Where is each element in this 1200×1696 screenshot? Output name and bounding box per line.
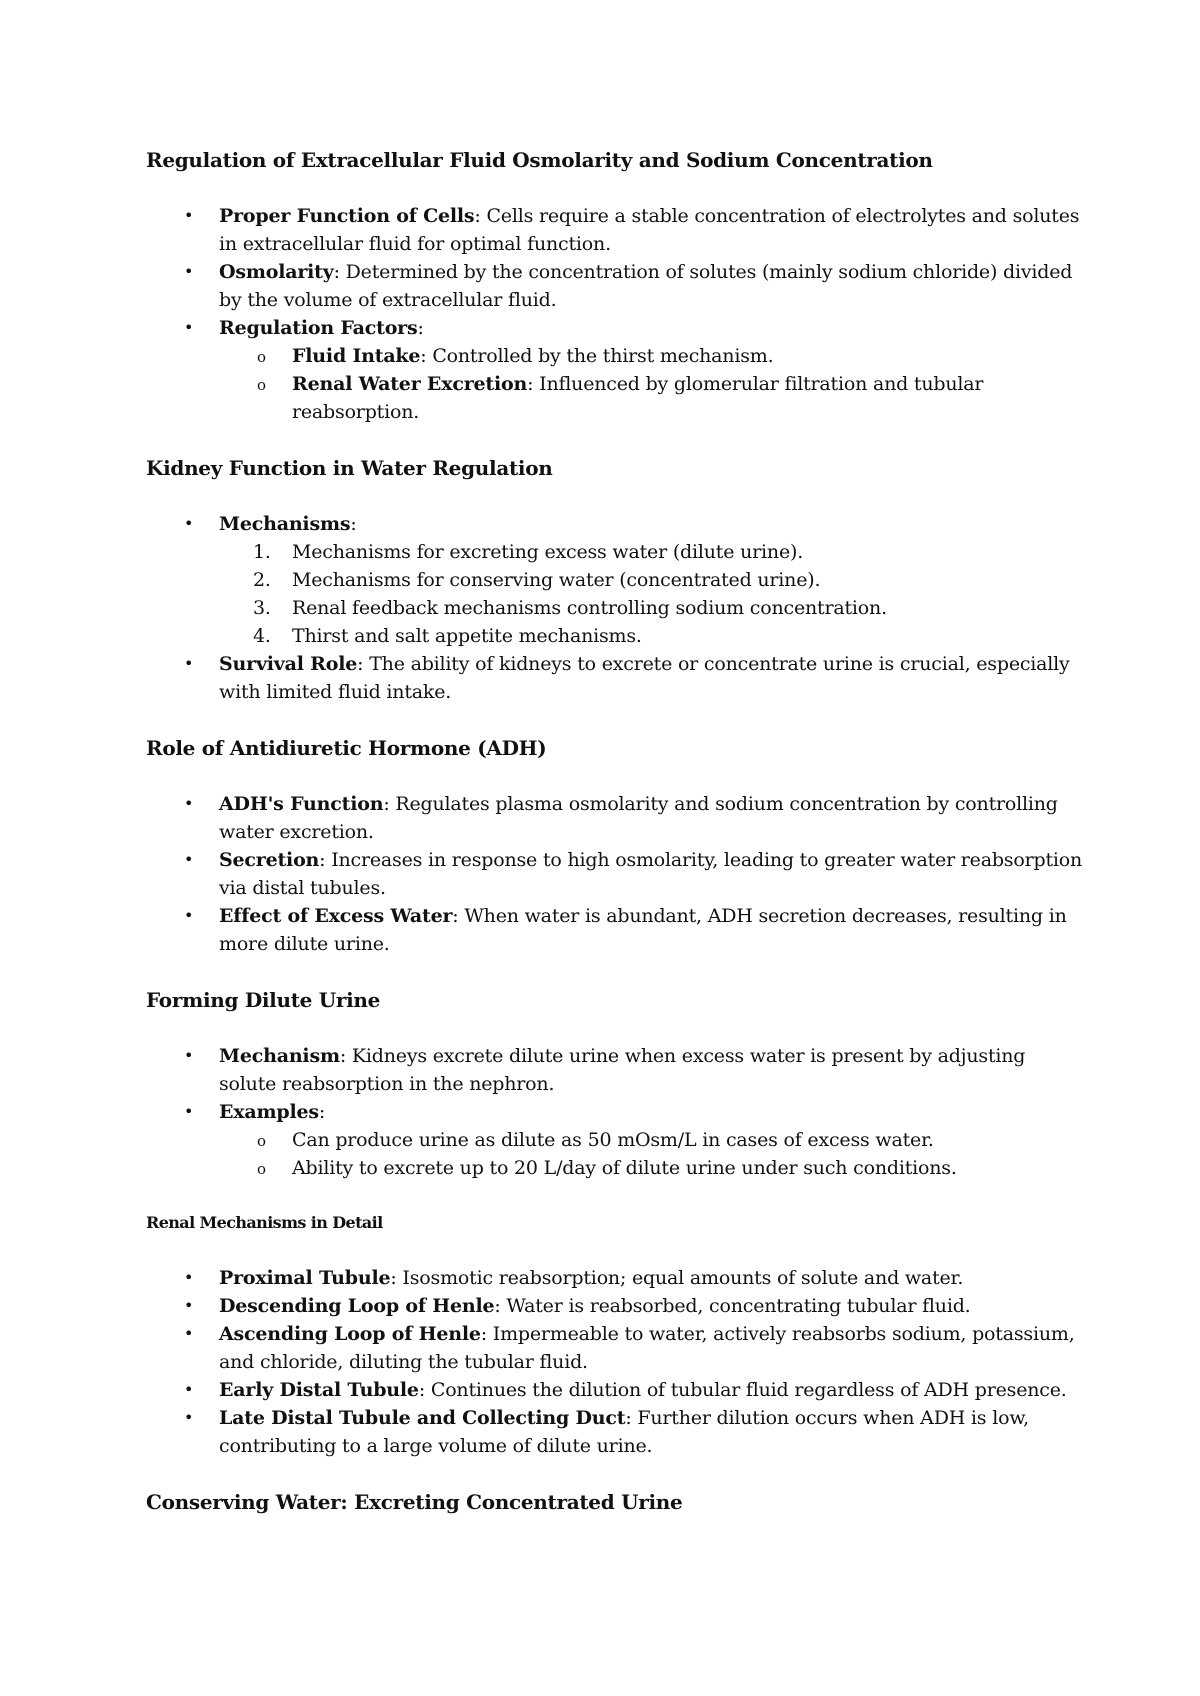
bullet-icon: • (184, 262, 194, 281)
section-subheading: Renal Mechanisms in Detail (146, 1213, 383, 1232)
list-item (146, 202, 1086, 258)
bullet-icon: • (184, 514, 194, 533)
list-item (146, 790, 1086, 846)
document-content (146, 146, 1086, 1516)
list-item (146, 1264, 1086, 1292)
list-item (146, 846, 1086, 902)
list-item (146, 1320, 1086, 1376)
numbered-list-item (219, 594, 1086, 622)
circle-bullet-icon: o (257, 376, 266, 394)
item-text: : When water is abundant, ADH secretion decreases, resulting in more dilute urine. (219, 905, 1067, 955)
sub-item-text: : Controlled by the thirst mechanism. (420, 345, 774, 367)
bullet-list (146, 202, 1086, 426)
item-term: Mechanism (219, 1045, 340, 1067)
numbered-list-item (219, 566, 1086, 594)
list-item (146, 1098, 1086, 1182)
item-text: : Increases in response to high osmolarity, leading to greater water reabsorption via distal tubules. (219, 849, 1083, 899)
bullet-icon: • (184, 1102, 194, 1121)
item-term: Survival Role (219, 653, 358, 675)
sub-list-item (219, 1154, 1086, 1182)
list-number: 1. (253, 541, 271, 563)
bullet-icon: • (184, 906, 194, 925)
sub-bullet-list (219, 1126, 1086, 1182)
item-term: ADH's Function (219, 793, 384, 815)
numbered-item-text: Renal feedback mechanisms controlling sodium concentration. (292, 597, 887, 619)
sub-item-text: : Influenced by glomerular filtration and tubular reabsorption. (292, 373, 984, 423)
circle-bullet-icon: o (257, 1160, 266, 1178)
item-text: : (350, 513, 357, 535)
item-text: : Isosmotic reabsorption; equal amounts of solute and water. (390, 1267, 964, 1289)
bullet-icon: • (184, 654, 194, 673)
bullet-icon: • (184, 850, 194, 869)
item-text: : Determined by the concentration of solutes (mainly sodium chloride) divided by the volume of extracellular fluid. (219, 261, 1073, 311)
sub-bullet-list (219, 342, 1086, 426)
list-number: 3. (253, 597, 271, 619)
item-text: : Kidneys excrete dilute urine when excess water is present by adjusting solute reabsorption in the nephron. (219, 1045, 1026, 1095)
item-text: : Further dilution occurs when ADH is low, contributing to a large volume of dilute urine. (219, 1407, 1029, 1457)
item-term: Proper Function of Cells (219, 205, 475, 227)
list-item (146, 314, 1086, 426)
item-term: Effect of Excess Water (219, 905, 453, 927)
bullet-icon: • (184, 1296, 194, 1315)
item-term: Secretion (219, 849, 320, 871)
bullet-list (146, 790, 1086, 958)
list-number: 2. (253, 569, 271, 591)
bullet-list (146, 1042, 1086, 1182)
item-text: : Impermeable to water, actively reabsorbs sodium, potassium, and chloride, diluting the tubular fluid. (219, 1323, 1075, 1373)
list-item (146, 902, 1086, 958)
item-term: Descending Loop of Henle (219, 1295, 495, 1317)
bullet-icon: • (184, 206, 194, 225)
bullet-icon: • (184, 794, 194, 813)
item-term: Early Distal Tubule (219, 1379, 419, 1401)
bullet-icon: • (184, 1268, 194, 1287)
item-term: Ascending Loop of Henle (219, 1323, 481, 1345)
section-heading: Role of Antidiuretic Hormone (ADH) (146, 736, 547, 760)
list-item (146, 1042, 1086, 1098)
item-term: Osmolarity (219, 261, 334, 283)
bullet-icon: • (184, 1380, 194, 1399)
circle-bullet-icon: o (257, 1132, 266, 1150)
sub-item-term: Fluid Intake (292, 345, 421, 367)
section-heading: Conserving Water: Excreting Concentrated Urine (146, 1490, 683, 1514)
item-text: : Water is reabsorbed, concentrating tubular fluid. (494, 1295, 971, 1317)
section-heading: Kidney Function in Water Regulation (146, 456, 553, 480)
section-heading: Forming Dilute Urine (146, 988, 381, 1012)
item-term: Examples (219, 1101, 319, 1123)
sub-list-item (219, 1126, 1086, 1154)
sub-list-item (219, 342, 1086, 370)
bullet-list (146, 510, 1086, 706)
bullet-icon: • (184, 318, 194, 337)
item-term: Mechanisms (219, 513, 351, 535)
item-text: : (318, 1101, 326, 1123)
item-term: Regulation Factors (219, 317, 418, 339)
item-text: : The ability of kidneys to excrete or concentrate urine is crucial, especially with limited fluid intake. (219, 653, 1070, 703)
list-item (146, 650, 1086, 706)
circle-bullet-icon: o (257, 348, 266, 366)
numbered-list-item (219, 538, 1086, 566)
item-text: : Cells require a stable concentration of electrolytes and solutes in extracellular fluid for optimal function. (219, 205, 1080, 255)
list-item (146, 510, 1086, 650)
list-item (146, 1404, 1086, 1460)
numbered-item-text: Mechanisms for excreting excess water (dilute urine). (292, 541, 804, 563)
bullet-icon: • (184, 1408, 194, 1427)
bullet-icon: • (184, 1046, 194, 1065)
sub-item-text: Can produce urine as dilute as 50 mOsm/L in cases of excess water. (292, 1129, 934, 1151)
sub-item-text: Ability to excrete up to 20 L/day of dilute urine under such conditions. (292, 1157, 957, 1179)
numbered-item-text: Mechanisms for conserving water (concentrated urine). (292, 569, 821, 591)
numbered-item-text: Thirst and salt appetite mechanisms. (292, 625, 642, 647)
list-item (146, 1292, 1086, 1320)
item-text: : (417, 317, 424, 339)
sub-list-item (219, 370, 1086, 426)
bullet-icon: • (184, 1324, 194, 1343)
sub-item-term: Renal Water Excretion (292, 373, 528, 395)
item-term: Proximal Tubule (219, 1267, 391, 1289)
list-number: 4. (253, 625, 271, 647)
item-text: : Continues the dilution of tubular fluid regardless of ADH presence. (418, 1379, 1067, 1401)
list-item (146, 1376, 1086, 1404)
numbered-list (219, 538, 1086, 650)
section-heading: Regulation of Extracellular Fluid Osmolarity and Sodium Concentration (146, 148, 933, 172)
list-item (146, 258, 1086, 314)
item-text: : Regulates plasma osmolarity and sodium concentration by controlling water excretion. (219, 793, 1058, 843)
item-term: Late Distal Tubule and Collecting Duct (219, 1407, 626, 1429)
bullet-list (146, 1264, 1086, 1460)
numbered-list-item (219, 622, 1086, 650)
